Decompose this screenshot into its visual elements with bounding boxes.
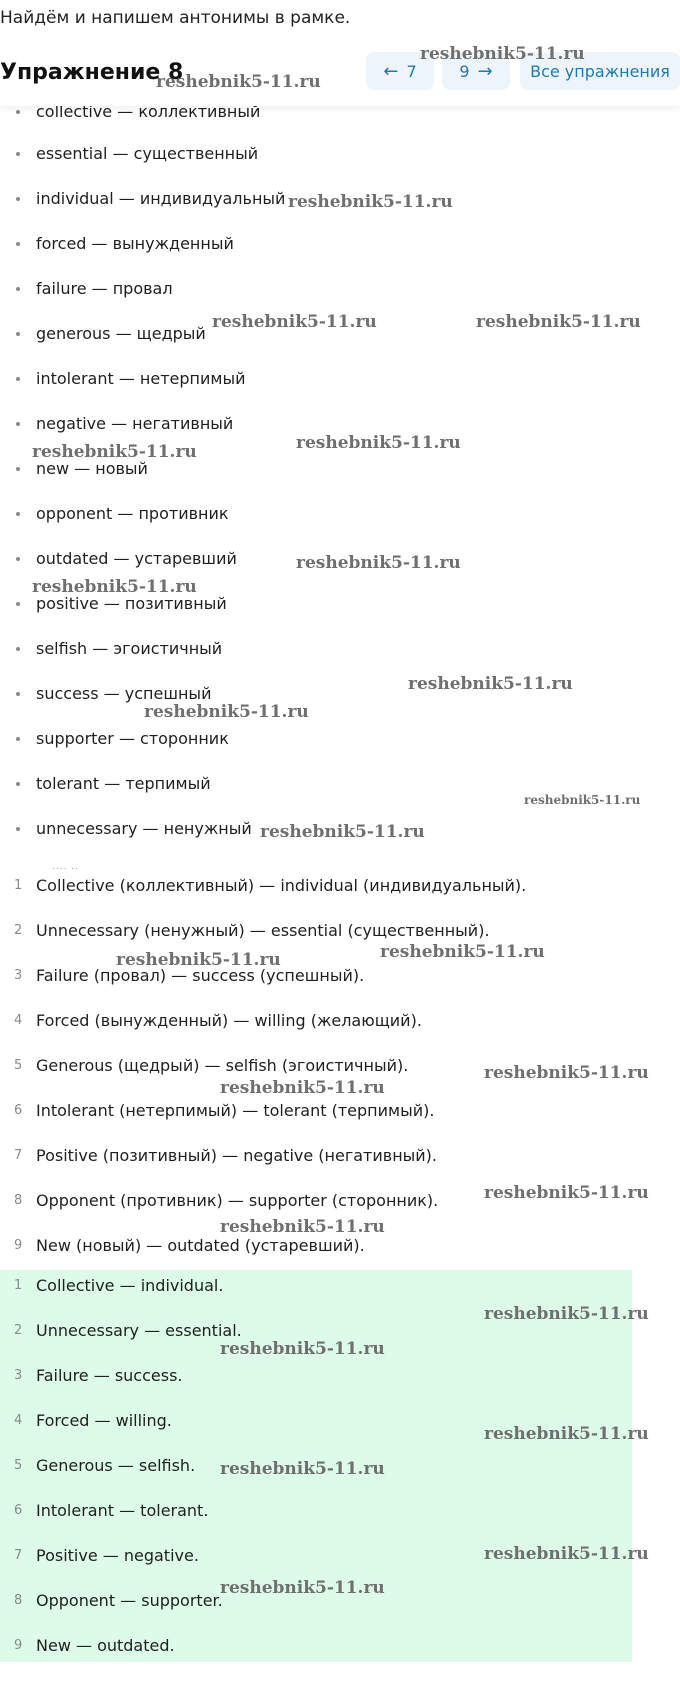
watermark: reshebnik5-11.ru <box>484 1304 649 1324</box>
word-pair-text: generous — щедрый <box>36 324 206 343</box>
watermark: reshebnik5-11.ru <box>220 1578 385 1598</box>
watermark: reshebnik5-11.ru <box>32 577 197 597</box>
item-number: 2 <box>14 923 23 938</box>
all-exercises-button[interactable]: Все упражнения <box>520 52 680 90</box>
watermark: reshebnik5-11.ru <box>220 1078 385 1098</box>
item-text: Generous (щедрый) — selfish (эгоистичный). <box>36 1056 409 1075</box>
item-text: Generous — selfish. <box>36 1456 196 1475</box>
item-text: New — outdated. <box>36 1636 175 1655</box>
intro-text: Найдём и напишем антонимы в рамке. <box>0 8 351 28</box>
item-text: Failure — success. <box>36 1366 183 1385</box>
item-number: 3 <box>14 968 23 983</box>
item-number: 7 <box>14 1548 23 1563</box>
item-text: Positive — negative. <box>36 1546 199 1565</box>
watermark: reshebnik5-11.ru <box>220 1217 385 1237</box>
watermark: reshebnik5-11.ru <box>288 192 453 212</box>
item-text: Unnecessary (ненужный) — essential (существенный). <box>36 921 490 940</box>
watermark: reshebnik5-11.ru <box>296 433 461 453</box>
watermark: reshebnik5-11.ru <box>484 1183 649 1203</box>
item-number: 1 <box>14 1278 23 1293</box>
item-text: Forced — willing. <box>36 1411 172 1430</box>
item-text: Forced (вынужденный) — willing (желающий). <box>36 1011 422 1030</box>
item-number: 3 <box>14 1368 23 1383</box>
bullet-dot <box>16 197 20 201</box>
watermark: reshebnik5-11.ru <box>524 793 641 807</box>
arrow-right-icon: → <box>477 60 493 82</box>
watermark: reshebnik5-11.ru <box>484 1424 649 1444</box>
item-text: Intolerant — tolerant. <box>36 1501 209 1520</box>
word-pair-text: individual — индивидуальный <box>36 189 286 208</box>
watermark: reshebnik5-11.ru <box>220 1339 385 1359</box>
bullet-dot <box>16 737 20 741</box>
bullet-dot <box>16 602 20 606</box>
watermark: reshebnik5-11.ru <box>484 1544 649 1564</box>
word-pair-text: success — успешный <box>36 684 212 703</box>
watermark: reshebnik5-11.ru <box>380 942 545 962</box>
item-number: 4 <box>14 1013 23 1028</box>
bullet-dot <box>16 692 20 696</box>
bullet-dot <box>16 242 20 246</box>
watermark: reshebnik5-11.ru <box>156 72 321 92</box>
prev-exercise-label: 7 <box>406 61 417 81</box>
watermark: reshebnik5-11.ru <box>420 44 585 64</box>
watermark: reshebnik5-11.ru <box>116 950 281 970</box>
item-number: 1 <box>14 878 23 893</box>
watermark: reshebnik5-11.ru <box>220 1459 385 1479</box>
item-text: Collective — individual. <box>36 1276 224 1295</box>
next-exercise-label: 9 <box>459 61 470 81</box>
item-number: 5 <box>14 1058 23 1073</box>
bullet-dot <box>16 512 20 516</box>
word-pair-text: opponent — противник <box>36 504 229 523</box>
item-number: 2 <box>14 1323 23 1338</box>
clipped-list-item <box>0 106 680 123</box>
word-pair-text: supporter — сторонник <box>36 729 229 748</box>
partial-divider-text: .... .. <box>52 862 80 872</box>
bullet-dot <box>16 827 20 831</box>
item-number: 9 <box>14 1638 23 1653</box>
word-pair-text: new — новый <box>36 459 148 478</box>
word-pair-text: tolerant — терпимый <box>36 774 211 793</box>
word-pair-text: intolerant — нетерпимый <box>36 369 246 388</box>
item-text: Opponent — supporter. <box>36 1591 223 1610</box>
item-text: New (новый) — outdated (устаревший). <box>36 1236 365 1255</box>
word-pair-text: negative — негативный <box>36 414 234 433</box>
word-pair-text: unnecessary — ненужный <box>36 819 252 838</box>
word-pair-text: collective — коллективный <box>36 106 261 121</box>
item-number: 4 <box>14 1413 23 1428</box>
item-number: 8 <box>14 1593 23 1608</box>
watermark: reshebnik5-11.ru <box>484 1063 649 1083</box>
bullet-dot <box>16 152 20 156</box>
watermark: reshebnik5-11.ru <box>212 312 377 332</box>
watermark: reshebnik5-11.ru <box>296 553 461 573</box>
bullet-dot <box>16 110 20 114</box>
item-number: 8 <box>14 1193 23 1208</box>
arrow-left-icon: ← <box>383 60 399 82</box>
bullet-dot <box>16 467 20 471</box>
item-text: Positive (позитивный) — negative (негативный). <box>36 1146 438 1165</box>
word-pair-text: forced — вынужденный <box>36 234 234 253</box>
item-number: 7 <box>14 1148 23 1163</box>
bullet-dot <box>16 377 20 381</box>
item-number: 9 <box>14 1238 23 1253</box>
item-text: Opponent (противник) — supporter (сторонник). <box>36 1191 439 1210</box>
watermark: reshebnik5-11.ru <box>260 822 425 842</box>
word-pair-text: selfish — эгоистичный <box>36 639 223 658</box>
bullet-dot <box>16 647 20 651</box>
bullet-dot <box>16 332 20 336</box>
word-pair-text: positive — позитивный <box>36 594 227 613</box>
page-title: Упражнение 8 <box>0 60 184 85</box>
item-text: Collective (коллективный) — individual (индивидуальный). <box>36 876 527 895</box>
bullet-dot <box>16 287 20 291</box>
word-pair-text: essential — существенный <box>36 144 259 163</box>
item-number: 5 <box>14 1458 23 1473</box>
item-text: Intolerant (нетерпимый) — tolerant (терпимый). <box>36 1101 435 1120</box>
word-pair-text: failure — провал <box>36 279 173 298</box>
item-number: 6 <box>14 1103 23 1118</box>
bullet-dot <box>16 422 20 426</box>
item-text: Unnecessary — essential. <box>36 1321 242 1340</box>
watermark: reshebnik5-11.ru <box>408 674 573 694</box>
bullet-dot <box>16 782 20 786</box>
word-pair-text: outdated — устаревший <box>36 549 237 568</box>
bullet-dot <box>16 557 20 561</box>
watermark: reshebnik5-11.ru <box>32 442 197 462</box>
watermark: reshebnik5-11.ru <box>144 702 309 722</box>
item-number: 6 <box>14 1503 23 1518</box>
item-text: Failure (провал) — success (успешный). <box>36 966 365 985</box>
watermark: reshebnik5-11.ru <box>476 312 641 332</box>
